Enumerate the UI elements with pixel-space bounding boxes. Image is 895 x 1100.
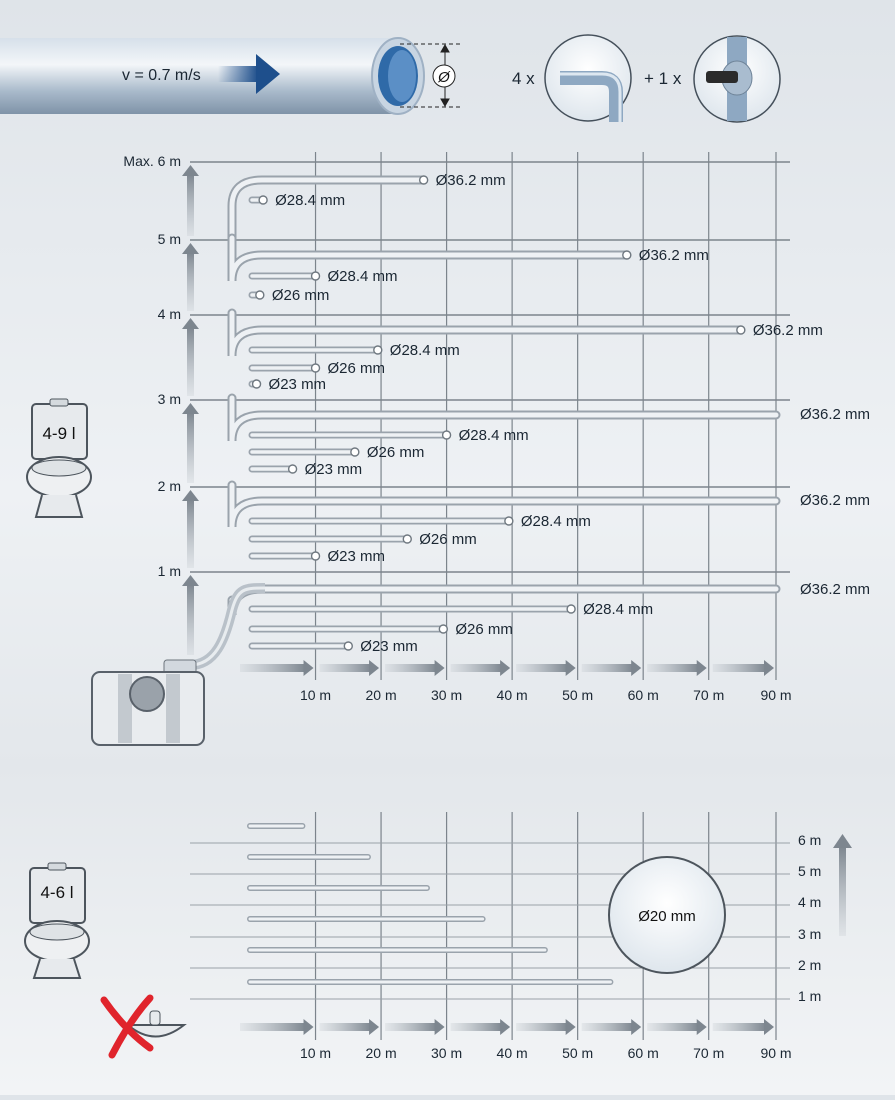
lower-x-label: 60 m bbox=[627, 1045, 659, 1061]
pipe-end-hole-shade bbox=[388, 50, 416, 102]
pipe-end-cap bbox=[505, 517, 513, 525]
upper-flow-arrow-head bbox=[435, 660, 445, 676]
lower-flow-arrow-shaft bbox=[320, 1023, 372, 1031]
upper-height-arrow-shaft bbox=[187, 412, 194, 483]
lower-flow-arrow-head bbox=[697, 1019, 707, 1035]
pipe-end-cap bbox=[312, 364, 320, 372]
lower-height-label: 4 m bbox=[798, 894, 822, 910]
upper-flow-arrow-head bbox=[631, 660, 641, 676]
upper-height-arrow-head bbox=[182, 490, 199, 501]
upper-x-label: 50 m bbox=[562, 687, 594, 703]
upper-x-label: 60 m bbox=[627, 687, 659, 703]
upper-flow-arrow-head bbox=[566, 660, 576, 676]
valve-handle bbox=[706, 71, 738, 83]
pipe-diameter-label: Ø26 mm bbox=[271, 287, 330, 304]
pipe-diameter-label: Ø23 mm bbox=[304, 461, 363, 478]
pipe-diameter-label: Ø28.4 mm bbox=[583, 601, 654, 618]
upper-height-arrow-head bbox=[182, 403, 199, 414]
pipe-end-cap bbox=[312, 552, 320, 560]
pipe-diameter-label: Ø26 mm bbox=[455, 621, 513, 638]
upper-flow-arrow-shaft bbox=[516, 664, 568, 672]
upper-height-arrow-head bbox=[182, 318, 199, 329]
upper-height-arrow-head bbox=[182, 575, 199, 586]
pipe-end-cap bbox=[312, 272, 320, 280]
upper-height-label: Max. 6 m bbox=[123, 153, 181, 169]
pipe-end-cap bbox=[403, 535, 411, 543]
upper-height-arrow-head bbox=[182, 243, 199, 254]
lower-x-label: 70 m bbox=[693, 1045, 725, 1061]
lower-height-arrow-shaft bbox=[839, 846, 846, 936]
washbasin-tap bbox=[150, 1011, 160, 1025]
pump-motor bbox=[130, 677, 164, 711]
upper-flow-arrow-shaft bbox=[582, 664, 634, 672]
pipe-end-cap bbox=[443, 431, 451, 439]
lower-flow-arrow-shaft bbox=[647, 1023, 699, 1031]
toilet-icon-lower bbox=[25, 863, 89, 978]
lower-flow-arrow-head bbox=[304, 1019, 314, 1035]
upper-flow-arrow-head bbox=[369, 660, 379, 676]
velocity-label: v = 0.7 m/s bbox=[122, 67, 201, 84]
lower-height-label: 2 m bbox=[798, 957, 822, 973]
lower-flow-arrow-shaft bbox=[240, 1023, 306, 1031]
lower-height-label: 3 m bbox=[798, 926, 822, 942]
lower-flow-arrow-shaft bbox=[451, 1023, 503, 1031]
upper-x-label: 40 m bbox=[496, 687, 528, 703]
lower-flow-arrow-shaft bbox=[516, 1023, 568, 1031]
pipe-diameter-label: Ø36.2 mm bbox=[435, 172, 506, 189]
bends-count-label: 4 x bbox=[512, 69, 535, 88]
pipe-end-cap bbox=[256, 291, 264, 299]
lower-x-label: 10 m bbox=[299, 1045, 332, 1061]
pipe-end-cap bbox=[259, 196, 267, 204]
toilet-base-upper bbox=[36, 495, 82, 517]
pipe-diameter-label: Ø36.2 mm bbox=[752, 322, 823, 339]
cistern-label-upper: 4-9 l bbox=[42, 424, 76, 443]
upper-height-arrow-head bbox=[182, 165, 199, 176]
pipe-end-cap bbox=[420, 176, 428, 184]
header bbox=[0, 35, 780, 122]
pipe-end-cap bbox=[623, 251, 631, 259]
upper-height-arrow-shaft bbox=[187, 174, 194, 236]
pump-stripe-a bbox=[118, 674, 132, 743]
pump-stripe-b bbox=[166, 674, 180, 743]
upper-flow-arrow-shaft bbox=[713, 664, 766, 672]
upper-height-arrow-shaft bbox=[187, 499, 194, 568]
upper-flow-arrow-head bbox=[304, 660, 314, 676]
pipe-diameter-label: Ø36.2 mm bbox=[800, 492, 871, 509]
pipe-diameter-label: Ø28.4 mm bbox=[327, 268, 398, 285]
lower-flow-arrow-shaft bbox=[385, 1023, 437, 1031]
upper-x-label: 30 m bbox=[431, 687, 463, 703]
diameter-symbol: Ø bbox=[438, 69, 450, 86]
lower-height-label: 5 m bbox=[798, 863, 822, 879]
lower-x-label: 30 m bbox=[431, 1045, 463, 1061]
lower-flow-arrow-shaft bbox=[582, 1023, 634, 1031]
pipe-diameter-label: Ø36.2 mm bbox=[638, 247, 709, 264]
cistern-button-upper bbox=[50, 399, 68, 406]
pipe-diameter-label: Ø28.4 mm bbox=[389, 342, 460, 359]
upper-height-arrow-shaft bbox=[187, 327, 194, 396]
upper-height-label: 1 m bbox=[157, 563, 181, 579]
pipe-36-2-body bbox=[232, 180, 424, 238]
flow-arrow-tail bbox=[218, 66, 258, 82]
upper-height-arrow-shaft bbox=[187, 584, 194, 655]
toilet-seat-lower bbox=[30, 924, 84, 940]
lower-flow-arrow-shaft bbox=[713, 1023, 766, 1031]
lower-flow-arrow-head bbox=[631, 1019, 641, 1035]
upper-flow-arrow-head bbox=[764, 660, 774, 676]
pump-unit-icon bbox=[92, 588, 265, 745]
lower-height-label: 6 m bbox=[798, 832, 822, 848]
pipe-end-cap bbox=[374, 346, 382, 354]
toilet-seat-upper bbox=[32, 460, 86, 476]
pipe-diameter-label: Ø28.4 mm bbox=[520, 513, 591, 530]
upper-height-label: 4 m bbox=[157, 306, 181, 322]
lower-x-label: 40 m bbox=[496, 1045, 528, 1061]
valve-count-label: + 1 x bbox=[644, 69, 682, 88]
upper-flow-arrow-shaft bbox=[320, 664, 372, 672]
pipe-diameter-label: Ø36.2 mm bbox=[800, 581, 871, 598]
upper-flow-arrow-shaft bbox=[451, 664, 503, 672]
upper-height-label: 2 m bbox=[157, 478, 181, 494]
lower-flow-arrow-head bbox=[500, 1019, 510, 1035]
pipe-end-cap bbox=[439, 625, 447, 633]
pipe-36-2-outline bbox=[232, 180, 424, 238]
upper-x-label: 20 m bbox=[365, 687, 397, 703]
pipe-end-cap bbox=[253, 380, 261, 388]
pipe-diameter-label: Ø28.4 mm bbox=[458, 427, 529, 444]
lower-x-label: 50 m bbox=[562, 1045, 594, 1061]
lower-flow-arrow-head bbox=[764, 1019, 774, 1035]
upper-flow-arrow-head bbox=[697, 660, 707, 676]
pipe-diameter-label: Ø26 mm bbox=[327, 360, 386, 377]
upper-height-arrow-shaft bbox=[187, 252, 194, 311]
upper-flow-arrow-shaft bbox=[240, 664, 306, 672]
lower-flow-arrow-head bbox=[566, 1019, 576, 1035]
pipe-diameter-label: Ø28.4 mm bbox=[275, 192, 346, 209]
upper-flow-arrow-head bbox=[500, 660, 510, 676]
pipe-end-cap bbox=[351, 448, 359, 456]
lower-axes bbox=[240, 832, 852, 1061]
upper-x-label: 10 m bbox=[299, 687, 332, 703]
pipe-diameter-label: Ø23 mm bbox=[327, 548, 386, 565]
lower-flow-arrow-head bbox=[435, 1019, 445, 1035]
lower-height-arrow-head bbox=[833, 834, 852, 848]
pipe-end-cap bbox=[567, 605, 575, 613]
lower-pipes bbox=[250, 826, 610, 982]
lower-x-label: 90 m bbox=[760, 1045, 792, 1061]
toilet-icon-upper bbox=[27, 399, 91, 517]
upper-height-label: 5 m bbox=[157, 231, 181, 247]
lower-height-label: 1 m bbox=[798, 988, 822, 1004]
washbasin-not-allowed-icon bbox=[104, 998, 184, 1055]
pipe-diameter-label: Ø26 mm bbox=[419, 531, 477, 548]
pipe-end-cap bbox=[737, 326, 745, 334]
lower-flow-arrow-head bbox=[369, 1019, 379, 1035]
upper-flow-arrow-shaft bbox=[647, 664, 699, 672]
pipe-diameter-label: Ø23 mm bbox=[268, 376, 327, 393]
upper-x-label: 70 m bbox=[693, 687, 725, 703]
pipe-diameter-label: Ø36.2 mm bbox=[800, 406, 871, 423]
diameter-circle-label: Ø20 mm bbox=[638, 908, 696, 925]
upper-x-label: 90 m bbox=[760, 687, 792, 703]
upper-height-label: 3 m bbox=[157, 391, 181, 407]
pipe-diameter-label: Ø23 mm bbox=[360, 638, 418, 655]
upper-pipes bbox=[232, 172, 870, 655]
cistern-button-lower bbox=[48, 863, 66, 870]
upper-flow-arrow-shaft bbox=[385, 664, 437, 672]
lower-x-label: 20 m bbox=[365, 1045, 397, 1061]
toilet-base-lower bbox=[34, 959, 80, 978]
cistern-label-lower: 4-6 l bbox=[40, 883, 74, 902]
pipe-end-cap bbox=[289, 465, 297, 473]
pipe-end-cap bbox=[344, 642, 352, 650]
pipe-diameter-label: Ø26 mm bbox=[366, 444, 425, 461]
